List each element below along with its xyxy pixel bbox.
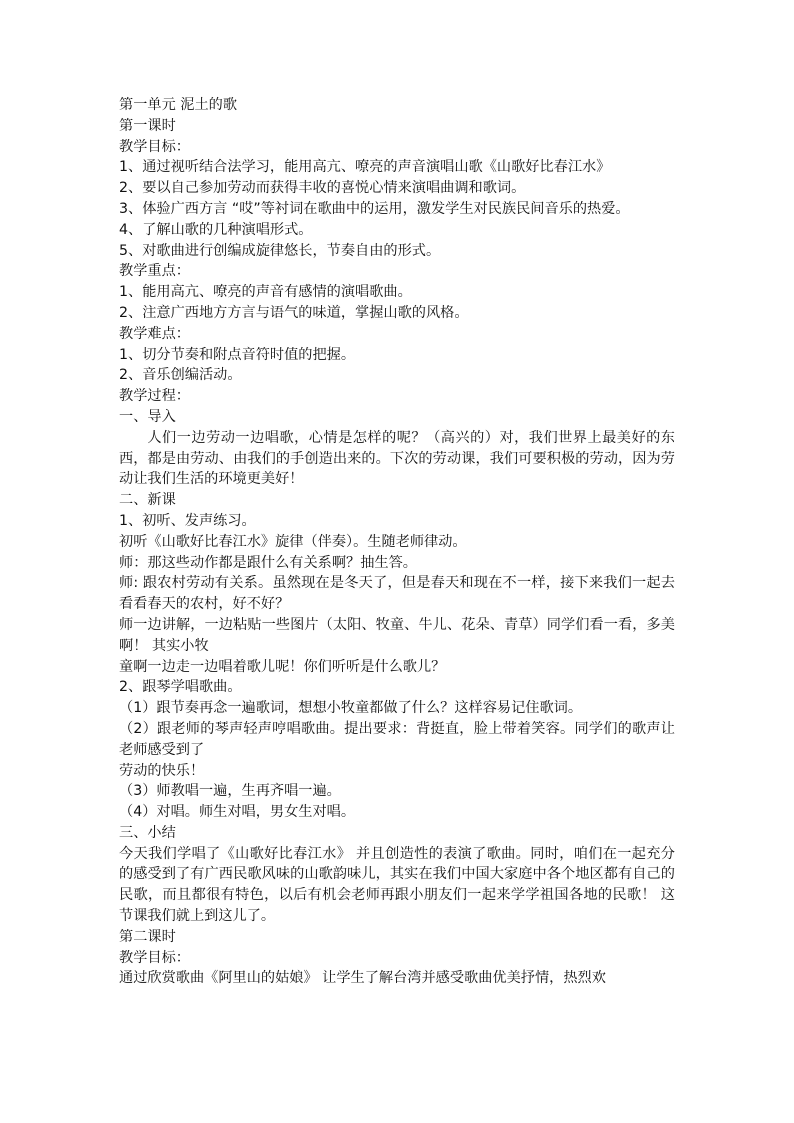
step-item: （2）跟老师的琴声轻声哼唱歌曲。提出要求：背挺直，脸上带着笑容。同学们的歌声让老师感受到了 [119,720,675,758]
lesson2-goals-heading: 教学目标： [119,949,190,966]
body-line: 童啊一边走一边唱着歌儿呢！你们听听是什么歌儿？ [119,658,446,675]
goal-item: 2、要以自己参加劳动而获得丰收的喜悦心情来演唱曲调和歌词。 [119,180,526,197]
body-paragraph: 师: 跟农村劳动有关系。虽然现在是冬天了，但是春天和现在不一样，接下来我们一起去看看春天的农村，好不好？ [119,575,675,613]
unit-title: 第一单元 泥土的歌 [119,97,238,113]
lesson2-heading: 第二课时 [119,928,176,945]
lesson1-goals-heading: 教学目标： [119,138,190,155]
goal-item: 4、了解山歌的几种演唱形式。 [119,221,313,238]
key-point-item: 2、注意广西地方方言与语气的味道，掌握山歌的风格。 [119,304,469,321]
goal-item: 1、通过视听结合法学习，能用高亢、嘹亮的声音演唱山歌《山歌好比春江水》 [119,159,611,176]
difficulty-item: 2、音乐创编活动。 [119,367,242,384]
step-item: 劳动的快乐！ [119,762,205,779]
section-intro-paragraph: 人们一边劳动一边唱歌，心情是怎样的呢？（高兴的）对，我们世界上最美好的东西，都是由劳动、由我们的手创造出来的。下次的劳动课，我们可要积极的劳动，因为劳动让我们生活的环境更美好！ [119,429,675,488]
section-summary-heading: 三、小结 [119,824,176,841]
document-page [119,95,675,989]
step-item: （3）师教唱一遍，生再齐唱一遍。 [119,783,341,800]
difficulties-heading: 教学难点： [119,325,190,342]
subsection-heading: 2、跟琴学唱歌曲。 [119,679,242,696]
section-intro-heading: 一、导入 [119,408,176,425]
body-paragraph: 师一边讲解，一边粘贴一些图片（太阳、牧童、牛儿、花朵、青草）同学们看一看，多美啊！ 其实小牧 [119,616,675,654]
lesson1-heading: 第一课时 [119,117,176,134]
step-item: （1）跟节奏再念一遍歌词，想想小牧童都做了什么？这样容易记住歌词。 [119,700,583,717]
body-line: 师：那这些动作都是跟什么有关系啊？抽生答。 [119,554,417,571]
section-summary-paragraph: 今天我们学唱了《山歌好比春江水》 并且创造性的表演了歌曲。同时，咱们在一起充分的感受到了有广西民歌风味的山歌韵味儿，其实在我们中国大家庭中各个地区都有自己的民歌，而且都很有特色，以后有机会老师再跟小朋友们一起来学学祖国各地的民歌！ 这节课我们就上到这儿了。 [119,845,675,925]
goal-item: 3、体验广西方言 “哎”等衬词在歌曲中的运用，激发学生对民族民间音乐的热爱。 [119,200,630,217]
process-heading: 教学过程： [119,388,190,405]
key-points-heading: 教学重点： [119,263,190,280]
step-item: （4）对唱。师生对唱，男女生对唱。 [119,804,356,821]
goal-item: 5、对歌曲进行创编成旋律悠长，节奏自由的形式。 [119,242,441,259]
lesson2-goals-text: 通过欣赏歌曲《阿里山的姑娘》 让学生了解台湾并感受歌曲优美抒情，热烈欢 [119,970,606,987]
subsection-heading: 1、初听、发声练习。 [119,512,256,529]
difficulty-item: 1、切分节奏和附点音符时值的把握。 [119,346,356,363]
key-point-item: 1、能用高亢、嘹亮的声音有感情的演唱歌曲。 [119,284,412,301]
body-line: 初听《山歌好比春江水》旋律（伴奏）。生随老师律动。 [119,533,467,550]
section-new-lesson-heading: 二、新课 [119,492,176,509]
